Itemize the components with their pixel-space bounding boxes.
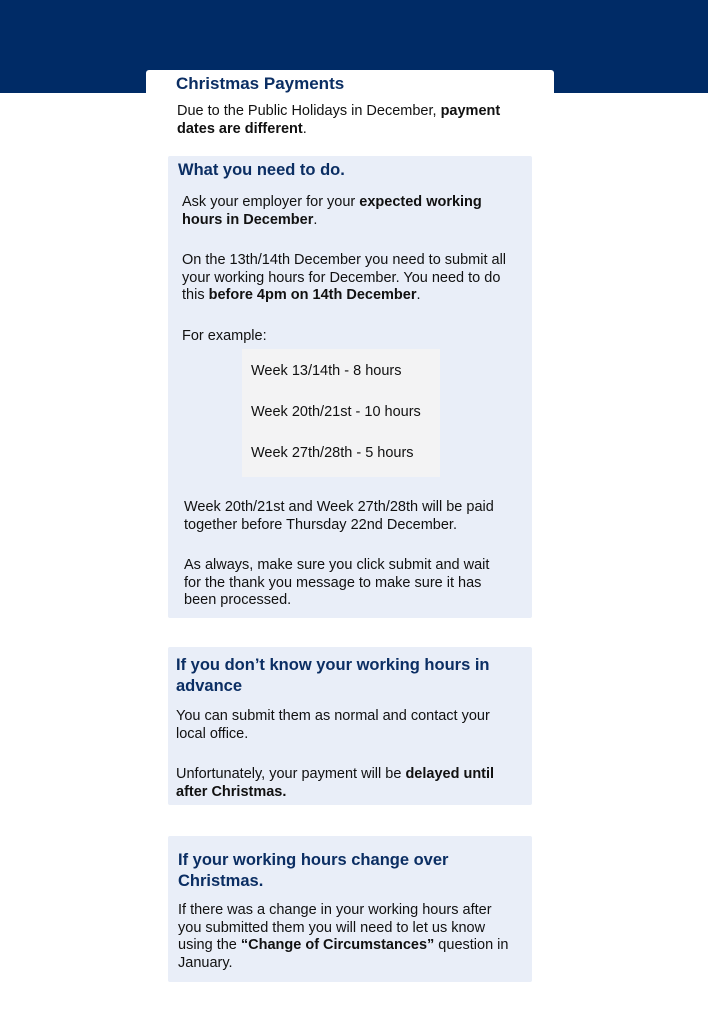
what-to-do-heading: What you need to do.: [178, 161, 345, 179]
submit-hours-bold: before 4pm on 14th December: [208, 287, 417, 303]
example-line: Week 20th/21st - 10 hours: [251, 404, 421, 420]
ask-employer-text: [182, 194, 512, 229]
change-plain: If there was a change in your working hours after you submitted them you will need to let us know using the: [178, 902, 492, 953]
ask-employer-end: .: [313, 211, 318, 228]
change-text: [178, 902, 510, 972]
delayed-plain: Unfortunately, your payment will be: [176, 766, 406, 782]
submit-hours-plain: On the 13th/14th December you need to submit all your working hours for December. You need to do this: [182, 252, 507, 303]
example-line: Week 27th/28th - 5 hours: [251, 445, 414, 461]
example-label: For example:: [182, 328, 267, 344]
intro-plain: Due to the Public Holidays in December,: [177, 103, 441, 119]
paid-together-text: Week 20th/21st and Week 27th/28th will be paid together before Thursday 22nd December.: [184, 499, 494, 533]
dont-know-heading: If you don’t know your working hours in advance: [176, 656, 490, 695]
example-line: Week 13/14th - 8 hours: [251, 363, 402, 379]
submit-reminder-text: As always, make sure you click submit and wait for the thank you message to make sure it has been processed.: [184, 557, 490, 608]
intro-end: .: [302, 121, 307, 137]
intro-bold: payment dates are different: [177, 103, 501, 137]
intro-text: [177, 102, 537, 138]
ask-employer-bold: expected working hours in December: [182, 194, 482, 228]
submit-normal-text: You can submit them as normal and contact your local office.: [176, 708, 490, 742]
ask-employer-plain: Ask your employer for your: [182, 194, 360, 210]
submit-hours-end: .: [416, 287, 421, 303]
delayed-text: [176, 766, 496, 801]
change-bold: “Change of Circumstances”: [240, 937, 435, 953]
submit-hours-text: [182, 252, 518, 305]
change-heading: If your working hours change over Christmas.: [178, 851, 449, 890]
page-title: Christmas Payments: [176, 74, 345, 93]
delayed-bold: delayed until after Christmas.: [176, 766, 495, 800]
change-end: question in January.: [178, 937, 509, 971]
